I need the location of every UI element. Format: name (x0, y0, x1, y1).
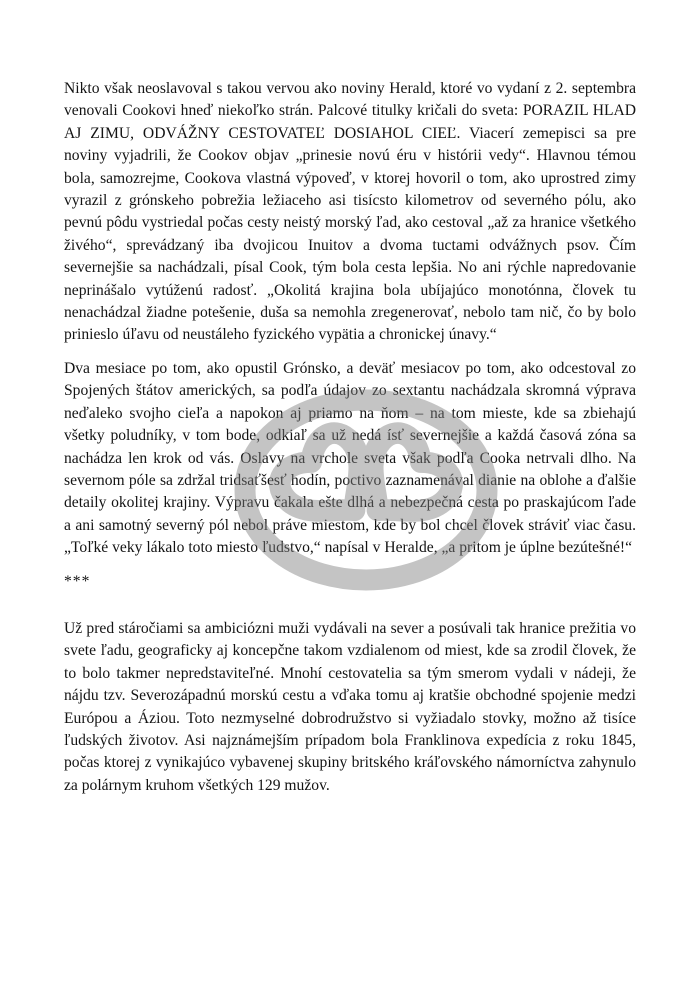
paragraph-1: Nikto však neoslavoval s takou vervou ako noviny Herald, ktoré vo vydaní z 2. septembra venovali Cookovi hneď niekoľko strán. Palcové titulky kričali do sveta: PORAZIL HLAD AJ ZIMU, ODVÁŽNY CESTOVATEĽ DOSIAHOL CIEĽ. Viacerí zemepisci sa pre noviny vyjadrili, že Cookov objav „prinesie novú éru v histórii vedy“. Hlavnou témou bola, samozrejme, Cookova vlastná výpoveď, v ktorej hovoril o tom, ako uprostred zimy vyrazil z grónskeho pobrežia ležiaceho asi tisícsto kilometrov od severného pólu, ako pevnú pôdu vystriedal počas cesty neistý morský ľad, ako cestoval „až za hranice všetkého živého“, sprevádzaný iba dvojicou Inuitov a dvoma tuctami odvážnych psov. Čím severnejšie sa nachádzali, písal Cook, tým bola cesta lepšia. No ani rýchle napredovanie neprinášalo vytúženú radosť. „Okolitá krajina bola ubíjajúco monotónna, človek tu nenachádzal žiadne potešenie, duša sa nemohla zregenerovať, nebolo tam nič, čo by bolo prinieslo úľavu od neustáleho fyzického vypätia a chronickej únavy.“ (64, 80, 636, 344)
page-text (64, 78, 636, 808)
section-separator: *** (64, 572, 91, 590)
paragraph-3: Už pred stáročiami sa ambiciózni muži vydávali na sever a posúvali tak hranice prežitia vo svete ľadu, geograficky aj koncepčne takom vzdialenom od miest, kde sa zrodil človek, že to bolo takmer nepredstaviteľné. Mnohí cestovatelia sa tým smerom vydali v nádeji, že nájdu tzv. Severozápadnú morskú cestu a vďaka tomu aj kratšie obchodné spojenie medzi Európou a Áziou. Toto nezmyselné dobrodružstvo si vyžiadalo stovky, možno až tisíce ľudských životov. Asi najznámejším prípadom bola Franklinova expedícia z roku 1845, počas ktorej z vynikajúco vybavenej skupiny britského kráľovského námorníctva zahynulo za polárnym kruhom všetkých 129 mužov. (64, 619, 636, 794)
paragraph-2: Dva mesiace po tom, ako opustil Grónsko, a deväť mesiacov po tom, ako odcestoval zo Spojených štátov amerických, sa podľa údajov zo sextantu nachádzala skromná výprava neďaleko svojho cieľa a napokon aj priamo na ňom – na tom mieste, kde sa zbiehajú všetky poludníky, v tom bode, odkiaľ sa už nedá ísť severnejšie a každá časová zóna sa nachádza len krok od vás. Oslavy na vrchole sveta však podľa Cooka netrvali dlho. Na severnom póle sa zdržal tridsaťšesť hodín, poctivo zaznamenával dianie na oblohe a ďalšie detaily okolitej krajiny. Výpravu čakala ešte dlhá a nebezpečná cesta po praskajúcom ľade a ani samotný severný pól nebol práve miestom, kde by bol chcel človek stráviť viac času. „Toľké veky lákalo toto miesto ľudstvo,“ napísal v Heralde, „a pritom je úplne bezútešné!“ (64, 359, 636, 557)
